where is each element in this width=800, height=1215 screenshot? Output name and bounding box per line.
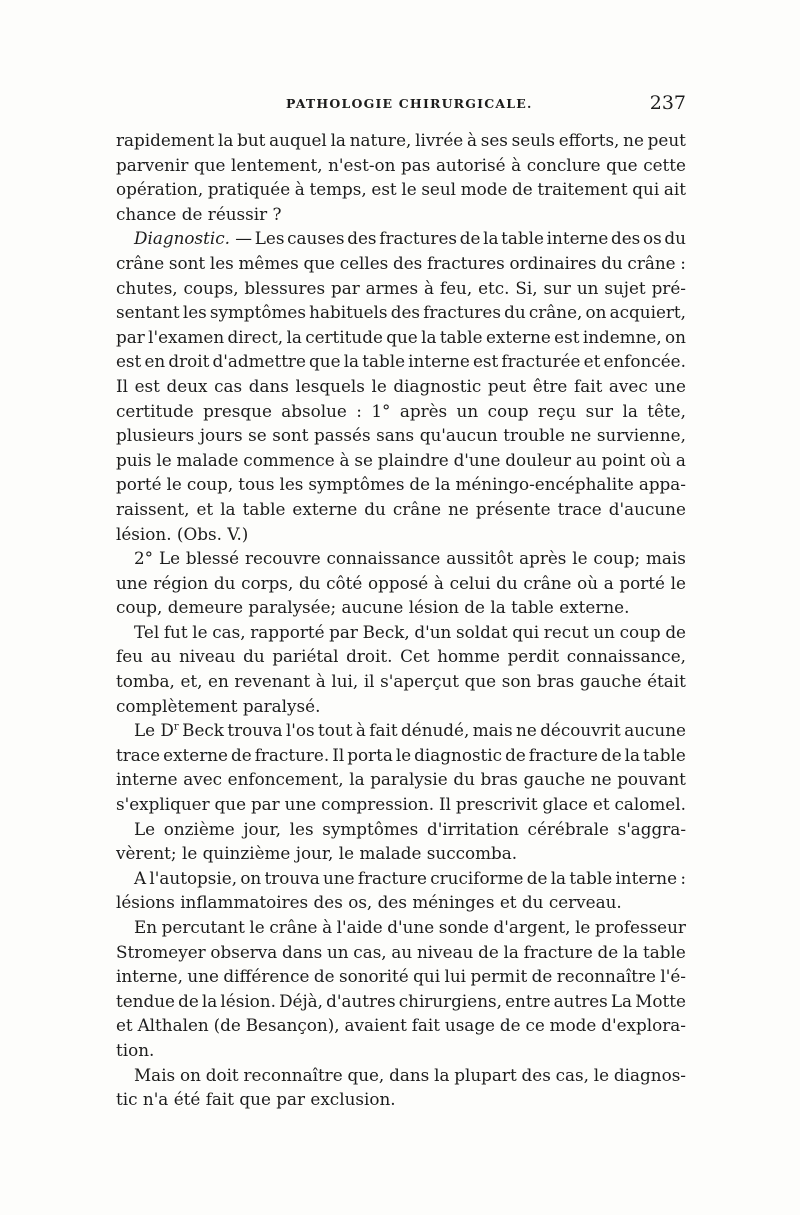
text-line: parvenir que lentement, n'est-on pas autorisé à conclure que cette [116,154,686,175]
text-line: A l'autopsie, on trouva une fracture cruciforme de la table interne : [134,867,686,888]
text-line: une région du corps, du côté opposé à celui du crâne où a porté le [116,572,686,593]
text-line: coup, demeure paralysée; aucune lésion de la table externe. [116,597,630,618]
text-line: 2° Le blessé recouvre connaissance aussitôt après le coup; mais [134,548,686,569]
text-line: raissent, et la table externe du crâne ne présente trace d'aucune [116,498,686,519]
text-line: tendue de la lésion. Déjà, d'autres chirurgiens, entre autres La Motte [116,990,686,1011]
doctor-abbreviation: Le $D^r$ [134,720,179,741]
text-line: rapidement la but auquel la nature, livrée à ses seuls efforts, ne peut [116,130,686,150]
text-line: complètement paralysé. [116,695,321,716]
section-heading-diagnostic: Diagnostic. — [134,228,253,249]
text-line: Mais on doit reconnaître que, dans la plupart des cas, le diagnos- [134,1064,686,1085]
text-line: opération, pratiquée à temps, est le seul mode de traitement qui ait [116,179,686,200]
text-line: lésion. (Obs. V.) [116,523,249,544]
paragraph-start-line: Diagnostic. — Les causes des fractures de la table interne des os du [116,226,686,251]
text-line: crâne sont les mêmes que celles des fractures ordinaires du crâne : [116,252,686,273]
text-line: et Althalen (de Besançon), avaient fait usage de ce mode d'explora- [116,1015,686,1036]
text-line: trace externe de fracture. Il porta le diagnostic de fracture de la table [116,744,686,765]
text-line: Les [254,228,285,249]
text-line: chutes, coups, blessures par armes à feu, etc. Si, sur un sujet pré- [116,277,686,298]
page-header [116,94,686,118]
text-line: interne avec enfoncement, la paralysie du bras gauche ne pouvant [116,769,686,790]
text-line: Le onzième jour, les symptômes d'irritation cérébrale s'aggra- [134,818,686,839]
text-line: est en droit d'admettre que la table interne est fracturée et enfoncée. [116,351,686,372]
text-line: tomba, et, en revenant à lui, il s'aperçut que son bras gauche était [116,671,686,692]
text-line: certitude presque absolue : 1° après un coup reçu sur la tête, [116,400,686,421]
text-line: plusieurs jours se sont passés sans qu'aucun trouble ne survienne, [116,425,686,446]
body-text [116,128,686,1112]
text-line: s'expliquer que par une compression. Il prescrivit glace et calomel. [116,794,686,815]
text-line: feu au niveau du pariétal droit. Cet homme perdit connaissance, [116,646,686,667]
text-line: lésions inflammatoires des os, des méninges et du cerveau. [116,892,622,913]
text-line: vèrent; le quinzième jour, le malade succomba. [116,843,518,864]
text-line: Stromeyer observa dans un cas, au niveau de la fracture de la table [116,941,686,962]
text-line: interne, une différence de sonorité qui lui permit de reconnaître l'é- [116,966,686,987]
text-line: chance de réussir ? [116,203,282,224]
paragraph-start-line: Le $D^r$ Beck trouva l'os tout à fait dénudé, mais ne découvrit aucune [116,718,686,743]
text-line: tic n'a été fait que par exclusion. [116,1089,396,1110]
running-head: PATHOLOGIE CHIRURGICALE. [286,96,533,111]
text-line: Tel fut le cas, rapporté par Beck, d'un soldat qui recut un coup de [134,621,686,642]
text-line: Il est deux cas dans lesquels le diagnostic peut être fait avec une [116,375,686,396]
text-line: par l'examen direct, la certitude que la table externe est indemne, on [116,326,686,347]
text-line: tion. [116,1039,155,1060]
text-line: Beck [182,720,224,741]
text-line: porté le coup, tous les symptômes de la méningo-encéphalite appa- [116,474,686,495]
page-number: 237 [649,92,686,114]
text-line: En percutant le crâne à l'aide d'une sonde d'argent, le professeur [134,917,686,937]
text-line: puis le malade commence à se plaindre d'une douleur au point où a [116,449,686,470]
text-line: sentant les symptômes habituels des fractures du crâne, on acquiert, [116,302,686,323]
